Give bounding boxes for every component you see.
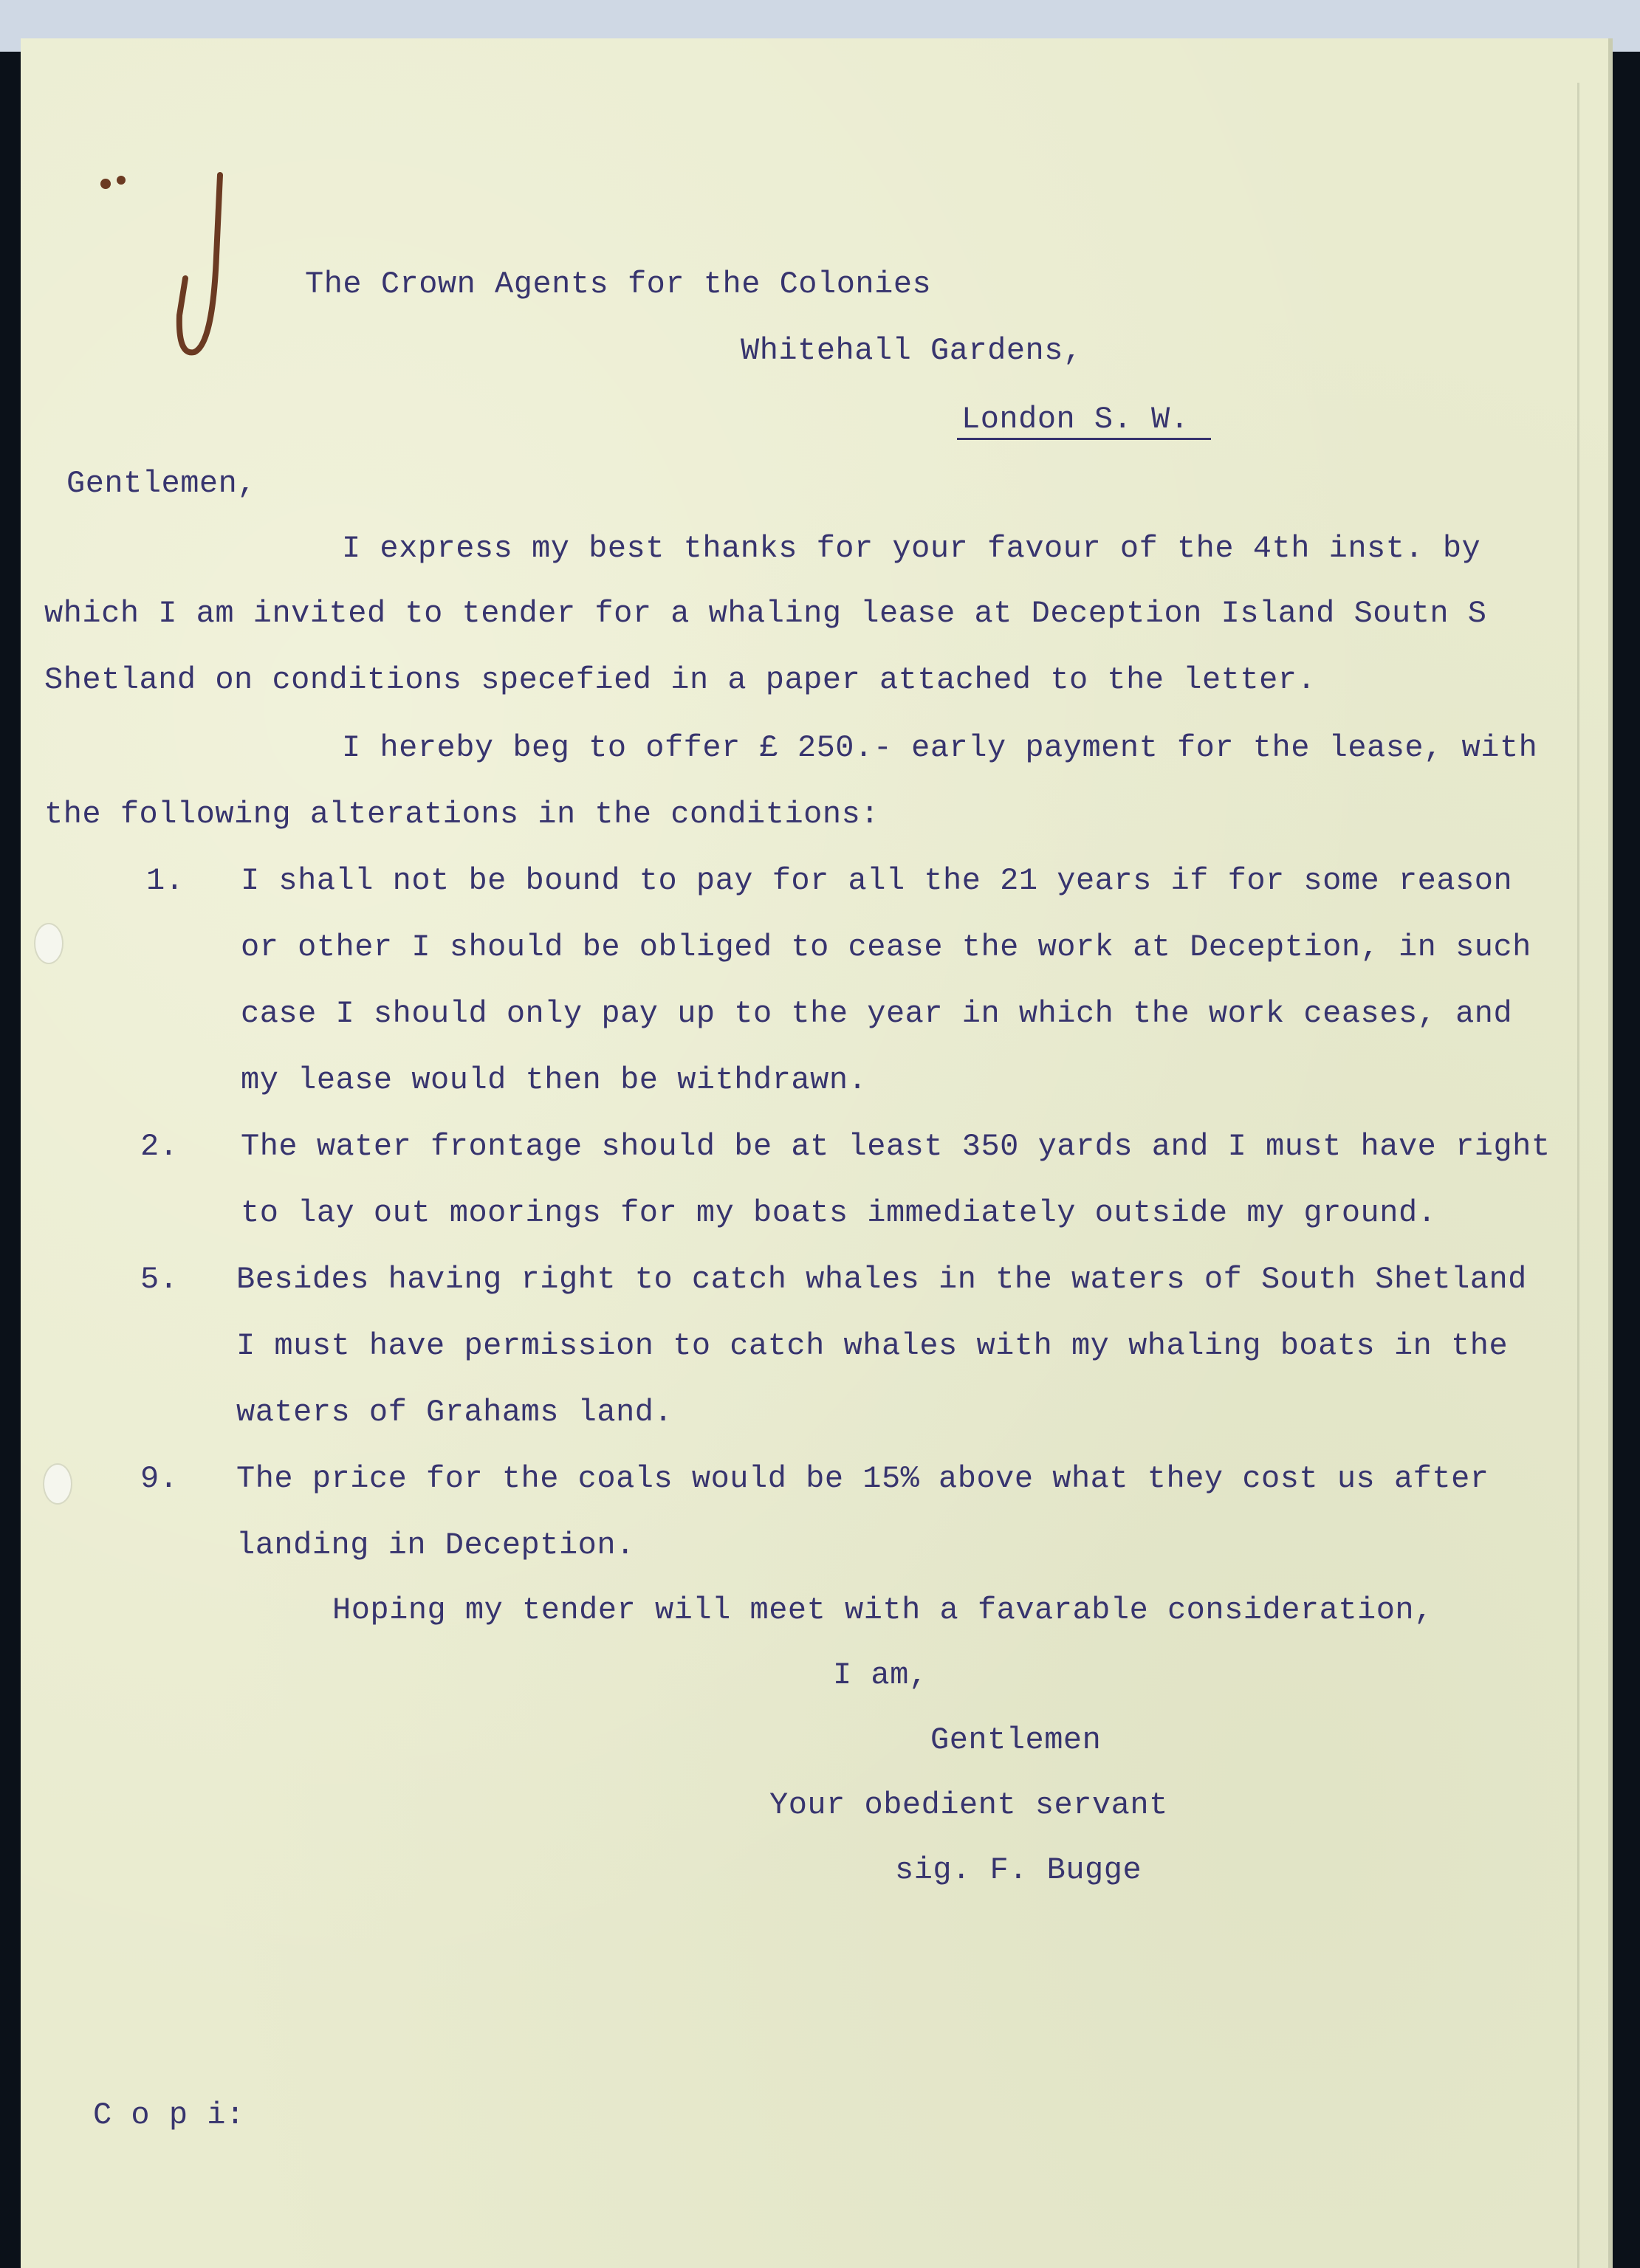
condition-5-line-3: waters of Grahams land. [236, 1395, 673, 1430]
condition-number: 9. [140, 1461, 179, 1496]
rust-spot [100, 179, 111, 189]
paper-fold-line [1577, 83, 1579, 2268]
condition-1-line-2: or other I should be obliged to cease the work at Deception, in such [241, 929, 1531, 965]
condition-2-line-2: to lay out moorings for my boats immediately outside my ground. [241, 1195, 1437, 1231]
punch-hole [34, 923, 64, 964]
condition-9-line-1: The price for the coals would be 15% above what they cost us after [236, 1461, 1489, 1496]
paragraph-2-line-1: I hereby beg to offer £ 250.- early payment for the lease, with [342, 730, 1538, 766]
addressee-line-3: London S. W. [957, 404, 1211, 440]
condition-1-line-3: case I should only pay up to the year in which the work ceases, and [241, 996, 1513, 1031]
condition-9-line-2: landing in Deception. [236, 1528, 635, 1563]
paragraph-1-line-2: which I am invited to tender for a whaling lease at Deception Island Soutn S [44, 596, 1487, 631]
condition-5-line-2: I must have permission to catch whales with my whaling boats in the [236, 1328, 1509, 1364]
condition-number: 5. [140, 1262, 179, 1297]
addressee-line-2: Whitehall Gardens, [741, 333, 1083, 368]
punch-hole [43, 1463, 72, 1505]
addressee-line-1: The Crown Agents for the Colonies [305, 267, 932, 302]
rust-spot [117, 176, 126, 185]
closing-hope: Hoping my tender will meet with a favarable consideration, [332, 1592, 1433, 1628]
copy-note: C o p i: [93, 2097, 245, 2133]
condition-5-line-1: Besides having right to catch whales in the waters of South Shetland [236, 1262, 1527, 1297]
closing-gentlemen: Gentlemen [930, 1722, 1102, 1758]
condition-number: 1. [146, 863, 185, 898]
condition-1-line-1: I shall not be bound to pay for all the 21 years if for some reason [241, 863, 1513, 898]
condition-1-line-4: my lease would then be withdrawn. [241, 1062, 868, 1098]
closing-i-am: I am, [833, 1657, 928, 1693]
staple-mark-icon [172, 168, 239, 374]
paragraph-1-line-3: Shetland on conditions specefied in a paper attached to the letter. [44, 662, 1317, 698]
salutation: Gentlemen, [66, 466, 257, 501]
signature: sig. F. Bugge [895, 1852, 1142, 1888]
paragraph-1-line-1: I express my best thanks for your favour of the 4th inst. by [342, 531, 1481, 566]
letter-sheet [21, 38, 1608, 2268]
condition-number: 2. [140, 1129, 179, 1164]
condition-2-line-1: The water frontage should be at least 350 yards and I must have right [241, 1129, 1551, 1164]
closing-servant: Your obedient servant [769, 1787, 1168, 1823]
paragraph-2-line-2: the following alterations in the conditions: [44, 797, 879, 832]
